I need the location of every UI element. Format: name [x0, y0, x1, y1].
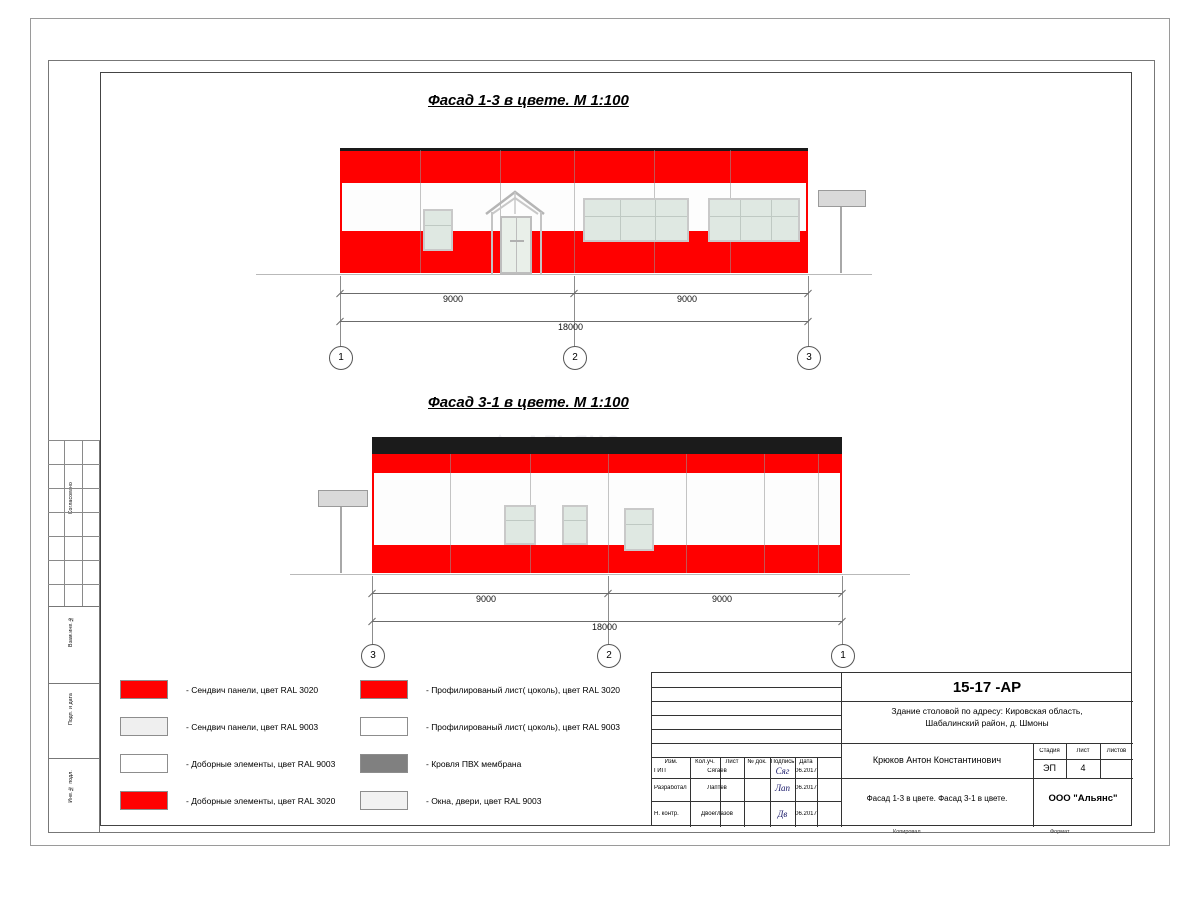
col-header-koluch: Кол.уч. [695, 759, 715, 765]
row-name-razrabotal: Лаптев [707, 785, 727, 791]
legend-swatch-5 [360, 717, 408, 736]
legend-swatch-7 [360, 791, 408, 810]
legend-swatch-3 [120, 791, 168, 810]
col-header-izm: Изм. [664, 759, 678, 765]
axis-bubble-2: 2 [563, 346, 587, 370]
ground-line-2 [290, 574, 910, 575]
document-code: 15-17 -АР [952, 679, 1022, 696]
facade-3-1-title: Фасад 3-1 в цвете. М 1:100 [428, 394, 629, 411]
row-date-gip: 06.2017 [795, 768, 817, 774]
facade-1-3-title: Фасад 1-3 в цвете. М 1:100 [428, 92, 629, 109]
axis-bubble-1b: 1 [831, 644, 855, 668]
legend-label-4: - Профилированый лист( цоколь), цвет RAL 3020 [426, 684, 621, 695]
legend-label-7: - Окна, двери, цвет RAL 9003 [426, 795, 542, 806]
legend-right [360, 680, 650, 810]
dim-3-1-total: 18000 [592, 622, 618, 632]
stage-value: ЭП [1043, 763, 1056, 773]
wall-upper-band-2 [372, 454, 842, 473]
dim-1-3-left: 9000 [443, 294, 464, 304]
legend-swatch-2 [120, 754, 168, 773]
stage-header: Стадия [1039, 748, 1060, 754]
wall-lower-band-2 [372, 545, 842, 573]
object-title-line2: Шабалинский район, д. Шмоны [925, 718, 1049, 728]
row-name-nkontr: Двоеглазов [701, 811, 733, 817]
row-name-gip: Сягаев [707, 768, 727, 774]
row-role-nkontr: Н. контр. [654, 811, 679, 817]
row-role-razrabotal: Разработал [654, 785, 687, 791]
canopy-post-right [840, 207, 842, 273]
window-2-3 [624, 508, 654, 551]
company-name: ООО "Альянс" [1048, 793, 1118, 804]
side-stamp-grid [48, 440, 100, 606]
footer-format: Формат [1050, 829, 1070, 835]
window-large-2 [708, 198, 800, 242]
ground-line-1 [256, 274, 872, 275]
canopy-right [818, 190, 866, 207]
row-sign-gip: Сяг [775, 766, 790, 776]
axis-bubble-3: 3 [797, 346, 821, 370]
row-date-nkontr: 06.2017 [795, 811, 817, 817]
col-header-ndok: № док. [747, 759, 767, 765]
legend-swatch-4 [360, 680, 408, 699]
roof-parapet [372, 437, 842, 454]
axis-bubble-2b: 2 [597, 644, 621, 668]
row-sign-razrabotal: Лап [774, 783, 791, 793]
row-sign-nkontr: Дв [777, 809, 788, 819]
wall-white-band-2 [372, 473, 842, 545]
side-stamp-label-soglasovano: Согласовано [68, 482, 74, 515]
row-date-razrabotal: 06.2017 [795, 785, 817, 791]
dim-1-3-total: 18000 [558, 322, 584, 332]
window-left [423, 209, 453, 251]
legend-label-6: - Кровля ПВХ мембрана [426, 758, 522, 769]
legend-label-3: - Доборные элементы, цвет RAL 3020 [186, 795, 336, 806]
col-header-podpis: Подпись [770, 759, 795, 765]
portico-post-left [491, 212, 493, 274]
side-stamp-label-inv: Инв.№ подл. [68, 770, 74, 803]
legend-swatch-6 [360, 754, 408, 773]
footer-kopiroval: Копировал [893, 829, 921, 835]
window-2-1 [504, 505, 536, 545]
title-block [651, 672, 1132, 826]
dim-3-1-left: 9000 [476, 594, 497, 604]
axis-bubble-1: 1 [329, 346, 353, 370]
entrance-canopy-icon [484, 188, 546, 216]
legend-label-1: - Сендвич панели, цвет RAL 9003 [186, 721, 319, 732]
legend-swatch-0 [120, 680, 168, 699]
legend-label-2: - Доборные элементы, цвет RAL 9003 [186, 758, 336, 769]
sheet-value: 4 [1080, 763, 1086, 773]
sheets-header: Листов [1106, 748, 1127, 754]
dim-3-1-right: 9000 [712, 594, 733, 604]
sheet-header: Лист [1076, 748, 1090, 754]
legend-swatch-1 [120, 717, 168, 736]
col-header-list: Лист [725, 759, 739, 765]
legend-label-0: - Сендвич панели, цвет RAL 3020 [186, 684, 319, 695]
axis-bubble-3b: 3 [361, 644, 385, 668]
col-header-data: Дата [799, 759, 813, 765]
row-role-gip: ГИП [654, 768, 666, 774]
object-title-line1: Здание столовой по адресу: Кировская область, [891, 706, 1083, 716]
side-stamp-label-vzam: Взам.инв.№ [68, 616, 74, 647]
chief-name: Крюков Антон Константинович [872, 755, 1002, 765]
portico-post-right [540, 212, 542, 274]
side-stamp-label-podp: Подп. и дата [68, 693, 74, 725]
sheet-contents-title: Фасад 1-3 в цвете. Фасад 3-1 в цвете. [866, 794, 1008, 803]
legend-label-5: - Профилированый лист( цоколь), цвет RAL 9003 [426, 721, 621, 732]
canopy-post-left [340, 507, 342, 573]
window-large-1 [583, 198, 689, 242]
entrance-door [500, 216, 532, 274]
dim-1-3-right: 9000 [677, 294, 698, 304]
window-2-2 [562, 505, 588, 545]
canopy-left [318, 490, 368, 507]
